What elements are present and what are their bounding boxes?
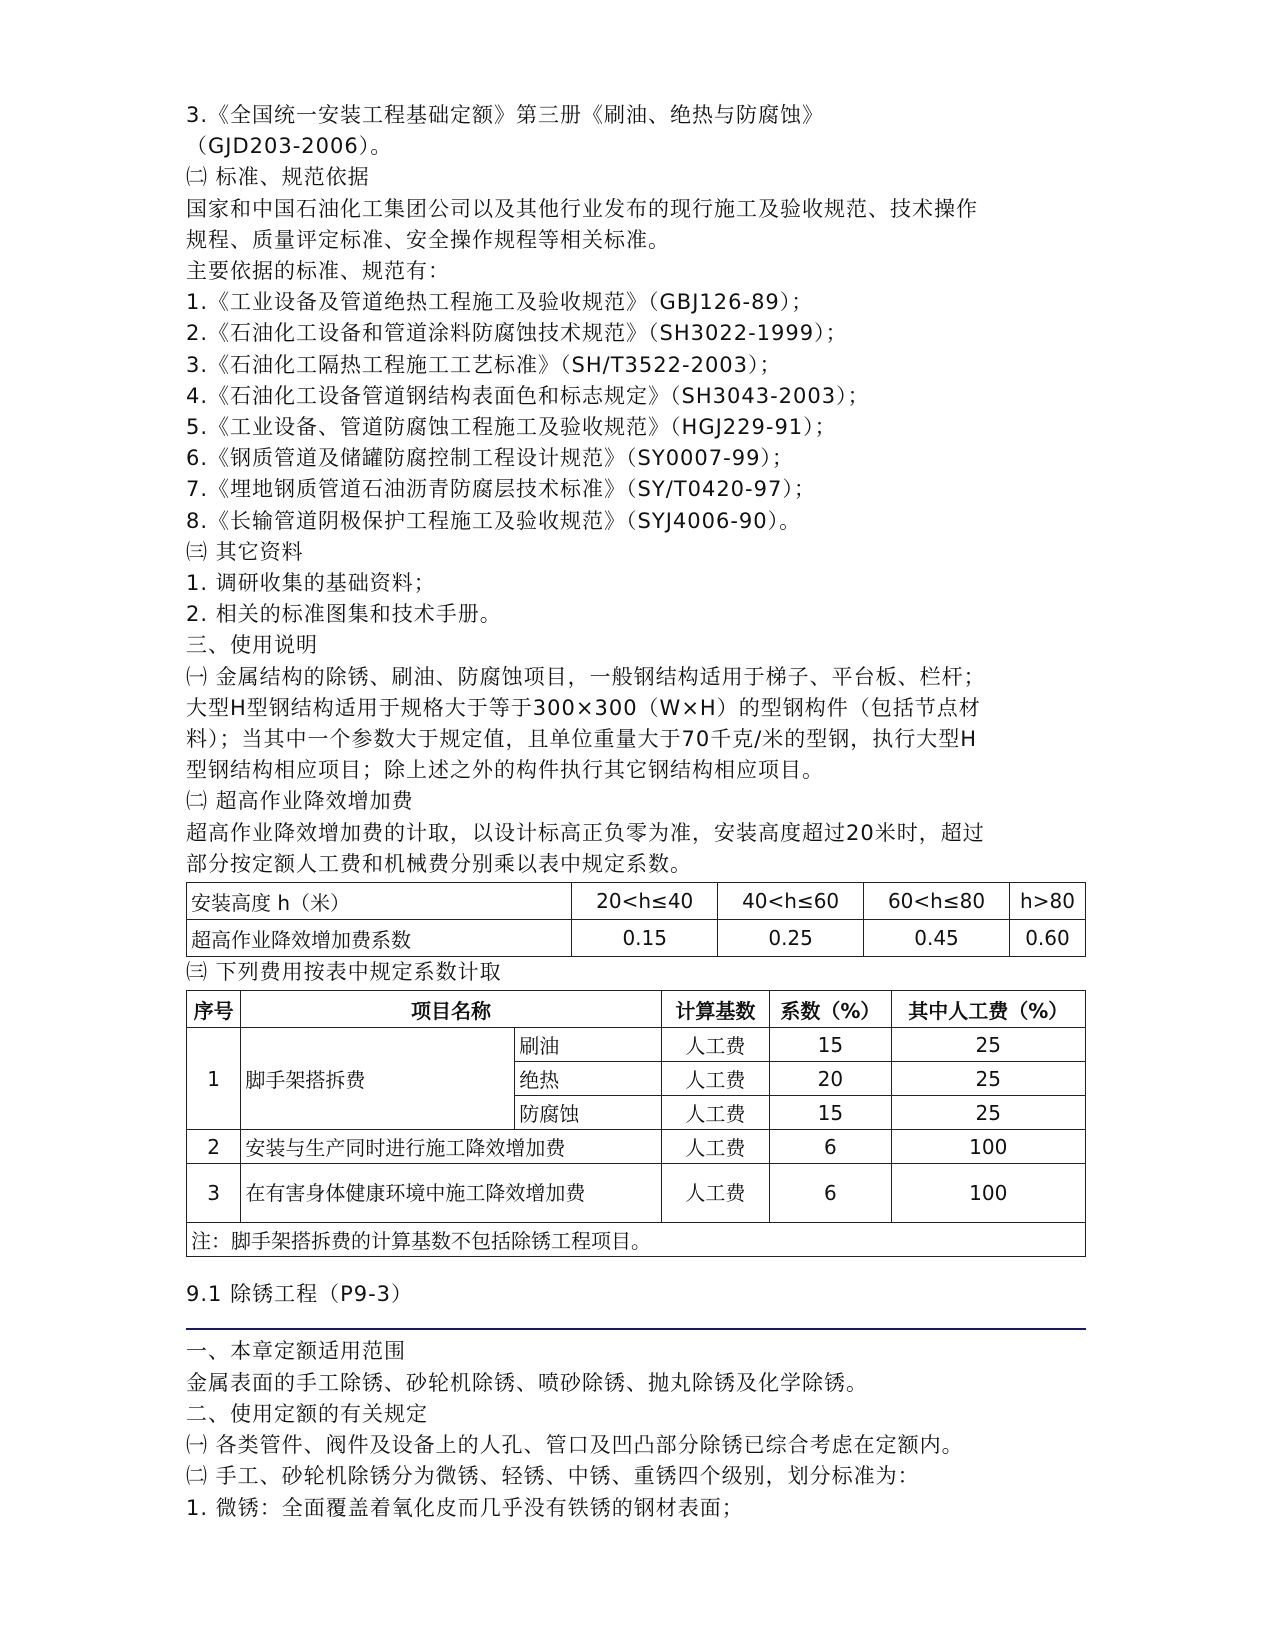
standard-list-item: 7.《埋地钢质管道石油沥青防腐层技术标准》（SY/T0420-97）； bbox=[186, 477, 816, 502]
table-cell: 1 bbox=[187, 1028, 241, 1130]
section-heading: 一、本章定额适用范围 bbox=[186, 1339, 406, 1364]
standard-item-3-line2: （GJD203-2006）。 bbox=[186, 134, 393, 159]
table-cell: 人工费 bbox=[661, 1130, 770, 1164]
table-row bbox=[187, 1164, 1086, 1223]
table-cell: h>80 bbox=[1009, 883, 1085, 920]
table-cell: 超高作业降效增加费系数 bbox=[187, 920, 572, 957]
table-cell: 25 bbox=[891, 1062, 1085, 1096]
table-cell: 100 bbox=[891, 1164, 1085, 1223]
table-cell: 人工费 bbox=[661, 1096, 770, 1130]
document-page bbox=[186, 100, 1086, 1524]
paragraph-line: 主要依据的标准、规范有： bbox=[186, 259, 450, 284]
table-header-row bbox=[187, 991, 1086, 1028]
standard-list-item: 4.《石油化工设备管道钢结构表面色和标志规定》（SH3043-2003）； bbox=[186, 383, 870, 408]
table-cell: 绝热 bbox=[515, 1062, 661, 1096]
table-cell: 0.25 bbox=[718, 920, 864, 957]
table-cell: 人工费 bbox=[661, 1028, 770, 1062]
table-cell: 人工费 bbox=[661, 1164, 770, 1223]
table-row bbox=[187, 883, 1086, 920]
paragraph-line: 型钢结构相应项目；除上述之外的构件执行其它钢结构相应项目。 bbox=[186, 758, 824, 783]
table-cell: 人工费 bbox=[661, 1062, 770, 1096]
section-heading: 二、使用定额的有关规定 bbox=[186, 1401, 428, 1426]
paragraph-line: ㈠ 各类管件、阀件及设备上的人孔、管口及凹凸部分除锈已综合考虑在定额内。 bbox=[186, 1433, 964, 1458]
standard-list-item: 6.《钢质管道及储罐防腐控制工程设计规范》（SY0007-99）； bbox=[186, 446, 794, 471]
section-heading-usage: 三、使用说明 bbox=[186, 633, 318, 658]
standard-list-item: 1.《工业设备及管道绝热工程施工及验收规范》（GBJ126-89）； bbox=[186, 290, 814, 315]
section-heading-overheight: ㈡ 超高作业降效增加费 bbox=[186, 789, 414, 814]
table-cell: 6 bbox=[770, 1130, 891, 1164]
table-cell: 25 bbox=[891, 1096, 1085, 1130]
paragraph-line: ㈡ 手工、砂轮机除锈分为微锈、轻锈、中锈、重锈四个级别，划分标准为： bbox=[186, 1464, 920, 1489]
table-cell: 安装高度 h（米） bbox=[187, 883, 572, 920]
paragraph-line: 料）；当其中一个参数大于规定值，且单位重量大于70千克/米的型钢，执行大型H bbox=[186, 727, 978, 752]
fee-coefficient-table bbox=[186, 990, 1086, 1257]
table-cell: 25 bbox=[891, 1028, 1085, 1062]
table-row bbox=[187, 1028, 1086, 1062]
column-header: 系数（%） bbox=[770, 991, 891, 1028]
table-cell: 100 bbox=[891, 1130, 1085, 1164]
table-cell: 刷油 bbox=[515, 1028, 661, 1062]
divider bbox=[186, 1328, 1086, 1330]
section-heading-fees: ㈢ 下列费用按表中规定系数计取 bbox=[186, 960, 502, 985]
paragraph-line: 部分按定额人工费和机械费分别乘以表中规定系数。 bbox=[186, 851, 692, 876]
paragraph-line: 规程、质量评定标准、安全操作规程等相关标准。 bbox=[186, 227, 670, 252]
paragraph-line: ㈠ 金属结构的除锈、刷油、防腐蚀项目，一般钢结构适用于梯子、平台板、栏杆； bbox=[186, 664, 986, 689]
paragraph-line: 大型H型钢结构适用于规格大于等于300×300（W×H）的型钢构件（包括节点材 bbox=[186, 695, 981, 720]
section-heading-other: ㈢ 其它资料 bbox=[186, 539, 304, 564]
table-cell: 2 bbox=[187, 1130, 241, 1164]
table-row bbox=[187, 1130, 1086, 1164]
column-header: 计算基数 bbox=[661, 991, 770, 1028]
table-cell: 60<h≤80 bbox=[864, 883, 1010, 920]
standard-list-item: 2.《石油化工设备和管道涂料防腐蚀技术规范》（SH3022-1999）； bbox=[186, 321, 848, 346]
paragraph-line: 金属表面的手工除锈、砂轮机除锈、喷砂除锈、抛丸除锈及化学除锈。 bbox=[186, 1370, 868, 1395]
paragraph-line: 超高作业降效增加费的计取，以设计标高正负零为准，安装高度超过20米时，超过 bbox=[186, 820, 985, 845]
paragraph-line: 国家和中国石油化工集团公司以及其他行业发布的现行施工及验收规范、技术操作 bbox=[186, 196, 978, 221]
table-cell: 15 bbox=[770, 1096, 891, 1130]
column-header: 序号 bbox=[187, 991, 241, 1028]
height-coefficient-table bbox=[186, 882, 1086, 957]
table-cell: 在有害身体健康环境中施工降效增加费 bbox=[241, 1164, 661, 1223]
table-cell: 0.15 bbox=[572, 920, 718, 957]
table-cell: 脚手架搭拆费 bbox=[241, 1028, 515, 1130]
other-list-item: 1. 调研收集的基础资料； bbox=[186, 571, 436, 596]
table-cell: 20 bbox=[770, 1062, 891, 1096]
table-cell: 3 bbox=[187, 1164, 241, 1223]
table-cell: 防腐蚀 bbox=[515, 1096, 661, 1130]
table-cell: 20<h≤40 bbox=[572, 883, 718, 920]
column-header: 其中人工费（%） bbox=[891, 991, 1085, 1028]
standard-item-3-line1: 3.《全国统一安装工程基础定额》第三册《刷油、绝热与防腐蚀》 bbox=[186, 103, 825, 127]
table-cell: 0.45 bbox=[864, 920, 1010, 957]
other-list-item: 2. 相关的标准图集和技术手册。 bbox=[186, 602, 502, 627]
section-heading-standards: ㈡ 标准、规范依据 bbox=[186, 165, 370, 190]
standard-list-item: 8.《长输管道阴极保护工程施工及验收规范》（SYJ4006-90）。 bbox=[186, 508, 802, 533]
table-cell: 40<h≤60 bbox=[718, 883, 864, 920]
table-note: 注：脚手架搭拆费的计算基数不包括除锈工程项目。 bbox=[187, 1223, 1086, 1257]
standard-list-item: 3.《石油化工隔热工程施工工艺标准》（SH/T3522-2003）； bbox=[186, 352, 782, 377]
chapter-title: 9.1 除锈工程（P9-3） bbox=[186, 1282, 414, 1307]
table-cell: 0.60 bbox=[1009, 920, 1085, 957]
table-note-row bbox=[187, 1223, 1086, 1257]
table-cell: 6 bbox=[770, 1164, 891, 1223]
column-header: 项目名称 bbox=[241, 991, 661, 1028]
standard-list-item: 5.《工业设备、管道防腐蚀工程施工及验收规范》（HGJ229-91）； bbox=[186, 415, 837, 440]
table-cell: 15 bbox=[770, 1028, 891, 1062]
table-cell: 安装与生产同时进行施工降效增加费 bbox=[241, 1130, 661, 1164]
paragraph-line: 1. 微锈：全面覆盖着氧化皮而几乎没有铁锈的钢材表面； bbox=[186, 1495, 744, 1520]
table-row bbox=[187, 920, 1086, 957]
